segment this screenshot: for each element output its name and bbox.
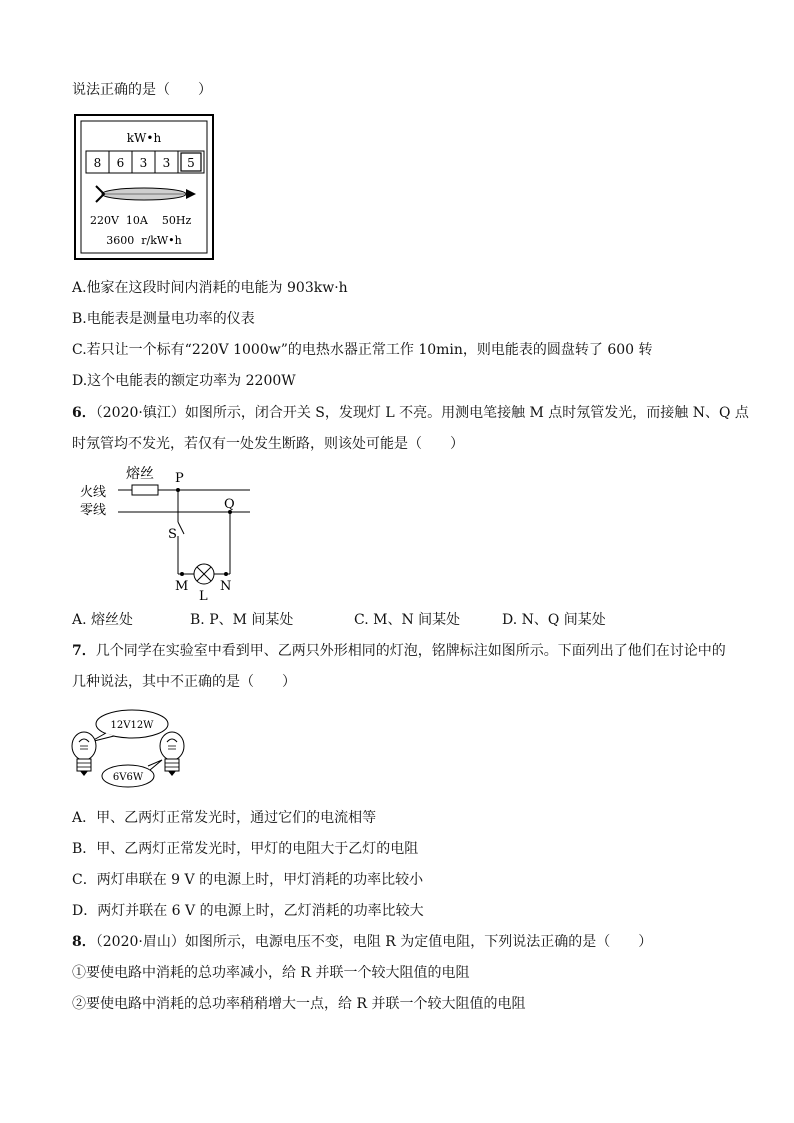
- switch-icon: [178, 522, 184, 534]
- q6-option-d: D. N、Q 间某处: [502, 612, 606, 628]
- meter-rating: 220V 10A 50Hz: [90, 214, 192, 227]
- q6-stem-line2: 时氖管均不发光，若仅有一处发生断路，则该处可能是（ ）: [72, 436, 464, 452]
- q7-option-a: A．甲、乙两灯正常发光时，通过它们的电流相等: [72, 810, 377, 826]
- meter-digit-2: 6: [116, 156, 125, 170]
- q7-option-d: D．两灯并联在 6 V 的电源上时，乙灯消耗的功率比较大: [72, 903, 424, 919]
- q6-stem-line1: 6．（2020·镇江）如图所示，闭合开关 S，发现灯 L 不亮。用测电笔接触 M 点时氖管发光，而接触 N、Q 点: [72, 405, 749, 421]
- fuse-label: 熔丝: [126, 466, 154, 482]
- q8-stem: 8．（2020·眉山）如图所示，电源电压不变，电阻 R 为定值电阻，下列说法正确的是（ ）: [72, 934, 653, 950]
- q5-option-b: B.电能表是测量电功率的仪表: [72, 311, 255, 327]
- meter-unit: kW•h: [126, 131, 162, 145]
- electric-meter-figure: [74, 114, 214, 260]
- meter-digit-4: 3: [162, 156, 171, 170]
- point-q-label: Q: [224, 497, 235, 512]
- bulbs-figure: [70, 702, 196, 794]
- q8-number: 8．: [72, 934, 96, 950]
- q8-item-2: ②要使电路中消耗的总功率稍稍增大一点，给 R 并联一个较大阻值的电阻: [72, 996, 526, 1012]
- q6-option-a: A. 熔丝处: [72, 612, 134, 628]
- point-p-label: P: [175, 471, 184, 486]
- switch-s-label: S: [168, 527, 177, 542]
- q7-option-c: C．两灯串联在 9 V 的电源上时，甲灯消耗的功率比较小: [72, 872, 424, 888]
- lamp-icon: [194, 564, 214, 584]
- live-wire-label: 火线: [80, 485, 107, 500]
- q5-option-a: A.他家在这段时间内消耗的电能为 903kw·h: [72, 280, 348, 296]
- q5-option-d: D.这个电能表的额定功率为 2200W: [72, 373, 296, 389]
- q7-option-b: B．甲、乙两灯正常发光时，甲灯的电阻大于乙灯的电阻: [72, 841, 419, 857]
- neutral-wire-label: 零线: [80, 503, 107, 518]
- bulb-jia-icon: [72, 732, 96, 776]
- q5-stem-tail: 说法正确的是（ ）: [72, 82, 212, 98]
- q6-number: 6．: [72, 405, 96, 421]
- q8-item-1: ①要使电路中消耗的总功率减小，给 R 并联一个较大阻值的电阻: [72, 965, 470, 981]
- q6-option-b: B. P、M 间某处: [190, 612, 294, 628]
- label-6v6w: 6V6W: [112, 772, 144, 783]
- meter-constant: 3600 r/kW•h: [106, 234, 182, 247]
- meter-digit-5: 5: [187, 156, 195, 170]
- q7-number: 7．: [72, 643, 96, 659]
- q6-option-c: C. M、N 间某处: [354, 612, 461, 628]
- meter-digit-3: 3: [139, 156, 148, 170]
- point-n-label: N: [220, 579, 232, 594]
- q7-stem-line1: 7．几个同学在实验室中看到甲、乙两只外形相同的灯泡，铭牌标注如图所示。下面列出了他们在讨论中的: [72, 643, 726, 659]
- point-m-label: M: [175, 579, 189, 594]
- q7-stem-line2: 几种说法，其中不正确的是（ ）: [72, 674, 296, 690]
- bulb-yi-icon: [160, 732, 184, 776]
- circuit-figure: [78, 462, 258, 602]
- label-12v12w: 12V12W: [110, 720, 154, 731]
- fuse-icon: [132, 485, 158, 495]
- q5-option-c: C.若只让一个标有“220V 1000w”的电热水器正常工作 10min，则电能表的圆盘转了 600 转: [72, 342, 653, 358]
- lamp-l-label: L: [199, 589, 208, 602]
- meter-digit-1: 8: [93, 156, 102, 170]
